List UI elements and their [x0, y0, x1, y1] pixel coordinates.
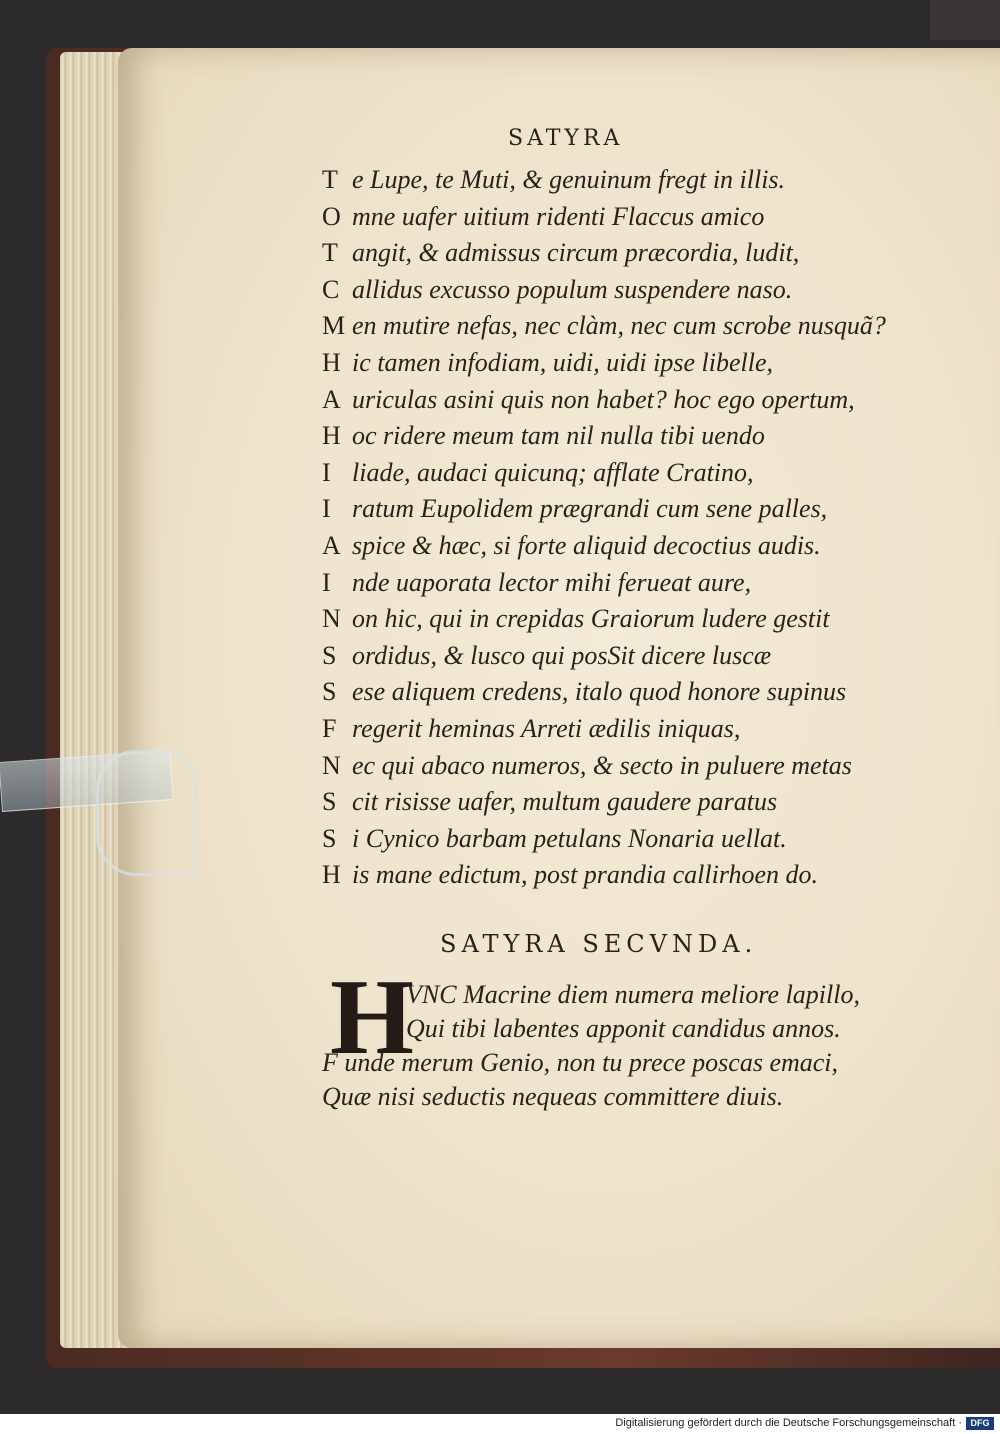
verse-initial: I: [322, 567, 331, 597]
verse-line: [322, 565, 962, 602]
verse-line: [322, 711, 962, 748]
verse-line: Qui tibi labentes apponit candidus annos.: [406, 1014, 841, 1043]
footer-bar: [0, 1414, 1000, 1434]
satire-two-verse: [322, 978, 962, 1114]
verse-text: i Cynico barbam petulans Nonaria uellat.: [352, 823, 787, 853]
verse-line: [322, 528, 962, 565]
verse-initial: C: [322, 274, 340, 304]
verse-line: [322, 784, 962, 821]
verse-initial: O: [322, 201, 341, 231]
verse-text: allidus excusso populum suspendere naso.: [352, 274, 793, 304]
verse-line: [322, 199, 962, 236]
verse-line: [322, 821, 962, 858]
verse-line: [322, 491, 962, 528]
verse-text: uriculas asini quis non habet? hoc ego opertum,: [352, 384, 855, 414]
verse-line: [322, 308, 962, 345]
verse-initial: H: [322, 347, 341, 377]
verse-initial: N: [322, 604, 341, 634]
drop-cap: H: [330, 958, 415, 1077]
verse-text: ec qui abaco numeros, & secto in puluere metas: [352, 750, 852, 780]
verse-line: [322, 748, 962, 785]
satire-one-verse: [322, 162, 962, 894]
verse-line: [322, 857, 962, 894]
verse-text: regerit heminas Arreti ædilis iniquas,: [352, 713, 741, 743]
verse-initial: A: [322, 384, 341, 414]
verse-line: [322, 272, 962, 309]
verse-line: F unde merum Genio, non tu prece poscas emaci,: [322, 1048, 839, 1077]
verse-initial: N: [322, 750, 341, 780]
verse-line: [322, 674, 962, 711]
verse-text: ordidus, & lusco qui posSit dicere luscæ: [352, 640, 772, 670]
funding-credit: Digitalisierung gefördert durch die Deutsche Forschungsgemeinschaft ·: [615, 1417, 962, 1429]
section-title: SATYRA SECVNDA.: [440, 930, 758, 958]
verse-initial: T: [322, 165, 338, 194]
verse-text: mne uafer uitium ridenti Flaccus amico: [352, 201, 765, 231]
verse-line: Quæ nisi seductis nequeas committere diuis.: [322, 1082, 784, 1111]
verse-text: cit risisse uafer, multum gaudere paratus: [352, 787, 778, 817]
verse-initial: I: [322, 494, 331, 524]
verse-initial: S: [322, 677, 337, 707]
verse-text: nde uaporata lector mihi ferueat aure,: [352, 567, 752, 597]
verse-text: ic tamen infodiam, uidi, uidi ipse libelle,: [352, 347, 774, 377]
verse-initial: S: [322, 787, 337, 817]
verse-initial: A: [322, 530, 341, 560]
plastic-clip-loop: [96, 750, 198, 876]
verse-text: spice & hæc, si forte aliquid decoctius audis.: [352, 530, 821, 560]
verse-initial: F: [322, 713, 337, 743]
verse-text: e Lupe, te Muti, & genuinum fregt in illis.: [352, 165, 786, 194]
verse-line: VNC Macrine diem numera meliore lapillo,: [406, 980, 860, 1009]
verse-text: liade, audaci quicunq; afflate Cratino,: [352, 457, 754, 487]
verse-text: en mutire nefas, nec clàm, nec cum scrobe nusquã?: [352, 311, 886, 341]
verse-text: ese aliquem credens, italo quod honore supinus: [352, 677, 847, 707]
background-board: [930, 0, 1000, 40]
verse-text: angit, & admissus circum præcordia, ludit,: [352, 238, 800, 268]
verse-initial: S: [322, 823, 337, 853]
verse-line: [322, 162, 962, 199]
verse-initial: T: [322, 238, 338, 268]
verse-text: ratum Eupolidem prægrandi cum sene palles,: [352, 494, 828, 524]
verse-text: oc ridere meum tam nil nulla tibi uendo: [352, 421, 765, 451]
verse-line: [322, 382, 962, 419]
verse-initial: H: [322, 860, 341, 890]
dfg-logo: DFG: [966, 1417, 994, 1430]
running-header: SATYRA: [508, 126, 624, 151]
verse-line: [322, 345, 962, 382]
verse-line: [322, 638, 962, 675]
verse-initial: I: [322, 457, 331, 487]
verse-initial: S: [322, 640, 337, 670]
verse-initial: M: [322, 311, 346, 341]
verse-line: [322, 418, 962, 455]
verse-line: [322, 601, 962, 638]
verse-line: [322, 455, 962, 492]
verse-text: is mane edictum, post prandia callirhoen do.: [352, 860, 819, 890]
verse-initial: H: [322, 421, 341, 451]
verse-line: [322, 235, 962, 272]
verse-text: on hic, qui in crepidas Graiorum ludere gestit: [352, 604, 830, 634]
